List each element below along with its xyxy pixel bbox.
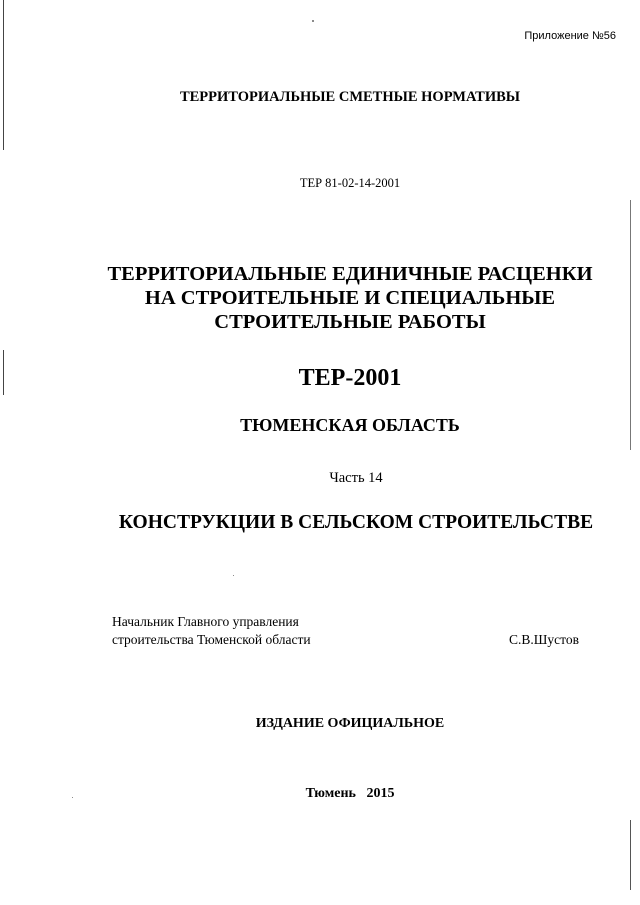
main-title bbox=[30, 262, 640, 334]
main-title-line: ТЕРРИТОРИАЛЬНЫЕ ЕДИНИЧНЫЕ РАСЦЕНКИ bbox=[107, 263, 593, 285]
part-number: Часть 14 bbox=[329, 470, 383, 486]
org-title: ТЕРРИТОРИАЛЬНЫЕ СМЕТНЫЕ НОРМАТИВЫ bbox=[179, 89, 521, 105]
scan-edge-line-right-lower bbox=[630, 820, 631, 890]
edition-label: ИЗДАНИЕ ОФИЦИАЛЬНОЕ bbox=[255, 716, 445, 731]
main-title-line: СТРОИТЕЛЬНЫЕ РАБОТЫ bbox=[214, 311, 486, 333]
signatory-position-line: строительства Тюменской области bbox=[112, 632, 311, 647]
city-year bbox=[30, 786, 640, 802]
year: 2015 bbox=[366, 786, 395, 801]
ter-code: ТЕР-2001 bbox=[298, 365, 402, 391]
scan-edge-line-left-lower bbox=[3, 350, 4, 395]
signatory-name: С.В.Шустов bbox=[509, 632, 579, 647]
main-title-line: НА СТРОИТЕЛЬНЫЕ И СПЕЦИАЛЬНЫЕ bbox=[144, 287, 556, 309]
subject-title: КОНСТРУКЦИИ В СЕЛЬСКОМ СТРОИТЕЛЬСТВЕ bbox=[118, 512, 594, 533]
scan-edge-line-left bbox=[3, 0, 4, 150]
scan-speck bbox=[233, 575, 234, 576]
doc-code: ТЕР 81-02-14-2001 bbox=[299, 176, 401, 190]
annex-label: Приложение №56 bbox=[524, 30, 616, 42]
city: Тюмень bbox=[305, 786, 356, 801]
signatory-position-line: Начальник Главного управления bbox=[112, 614, 299, 629]
signatory-position bbox=[112, 613, 311, 649]
scan-speck bbox=[312, 20, 314, 22]
region-title: ТЮМЕНСКАЯ ОБЛАСТЬ bbox=[240, 415, 460, 435]
